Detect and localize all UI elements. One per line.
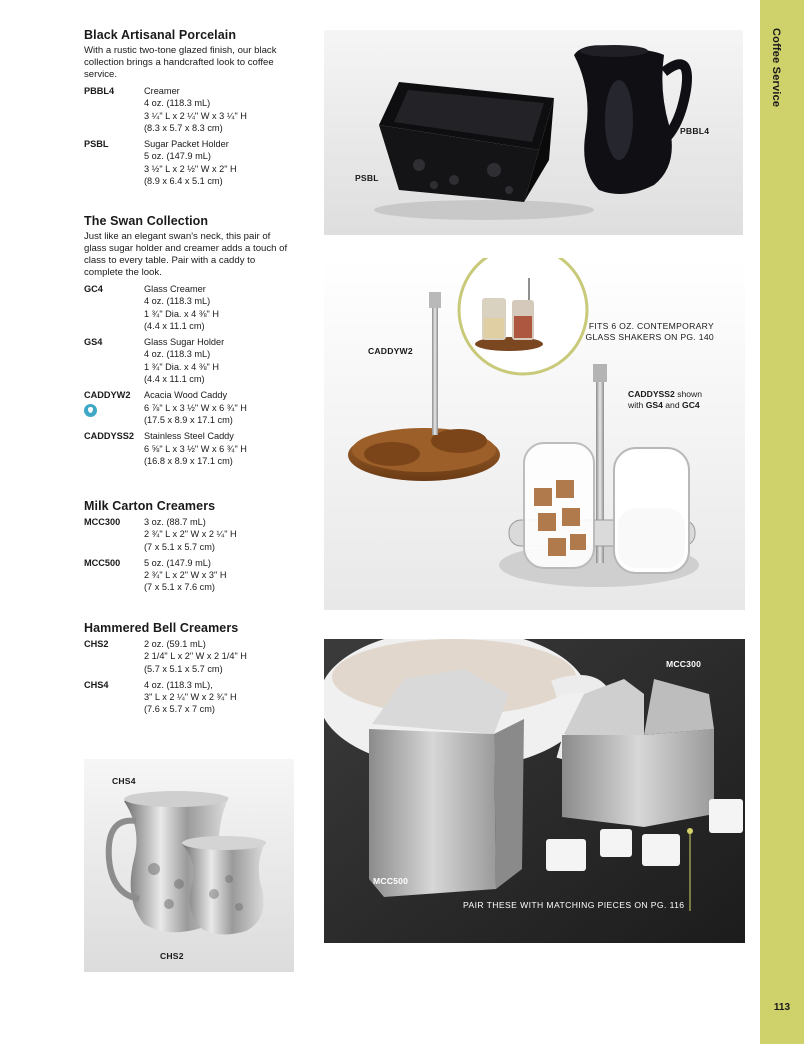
section-heading: Milk Carton Creamers [84, 499, 216, 513]
section-swan-collection [84, 214, 304, 471]
product-item [84, 679, 304, 716]
product-name: Glass Creamer [144, 284, 206, 294]
product-item [84, 283, 304, 332]
photo-label: MCC300 [666, 659, 702, 669]
shakers-note [580, 321, 714, 343]
product-dimensions-cm: (7 x 5.1 x 5.7 cm) [144, 541, 215, 552]
product-dimensions-cm: (4.4 x 11.1 cm) [144, 374, 205, 385]
product-item [84, 85, 304, 134]
caddyss2-note [628, 389, 740, 411]
product-code: CADDYSS2 [84, 431, 135, 442]
photo-label: PSBL [355, 173, 379, 183]
product-dimensions-cm: (17.5 x 8.9 x 17.1 cm) [144, 414, 233, 425]
product-dimensions-in: 3 ½" L x 2 ½" W x 2" H [144, 163, 237, 174]
product-name: Sugar Packet Holder [144, 139, 229, 150]
caddies-illustration [324, 258, 745, 610]
product-dimensions-cm: (8.3 x 5.7 x 8.3 cm) [144, 122, 223, 133]
product-dimensions-in: 1 ¾" Dia. x 4 ⅜" H [144, 361, 219, 372]
note-code: GC4 [682, 400, 700, 410]
product-capacity: 4 oz. (118.3 mL) [144, 349, 211, 360]
section-milk-carton [84, 499, 304, 598]
product-name: Creamer [144, 86, 180, 96]
product-capacity: 4 oz. (118.3 mL) [144, 296, 211, 307]
product-item [84, 557, 304, 594]
product-dimensions-cm: (7 x 5.1 x 7.6 cm) [144, 582, 215, 593]
product-name: Acacia Wood Caddy [144, 390, 228, 401]
note-line: GLASS SHAKERS ON PG. 140 [585, 332, 714, 342]
section-heading: Black Artisanal Porcelain [84, 28, 237, 42]
product-dimensions-in: 6 ⅞" L x 3 ½" W x 6 ¾" H [144, 402, 247, 413]
product-dimensions-cm: (4.4 x 11.1 cm) [144, 320, 205, 331]
pair-note: PAIR THESE WITH MATCHING PIECES ON PG. 116 [463, 900, 685, 910]
section-black-porcelain [84, 28, 304, 191]
section-title: Coffee Service [770, 28, 782, 108]
note-text: with [628, 400, 644, 410]
product-code: CADDYW2 [84, 390, 131, 401]
product-dimensions-cm: (7.6 x 5.7 x 7 cm) [144, 704, 215, 715]
photo-milk-cartons [324, 639, 745, 943]
product-item [84, 430, 304, 467]
product-capacity: 2 oz. (59.1 mL) [144, 639, 206, 649]
note-code: CADDYSS2 [628, 389, 675, 399]
product-dimensions-in: 6 ⅝" L x 3 ½" W x 6 ¾" H [144, 443, 247, 454]
page-number: 113 [773, 1002, 791, 1013]
section-description: With a rustic two-tone glazed finish, our black collection brings a handcrafted look to coffee service. [84, 45, 277, 80]
photo-label: CHS4 [112, 776, 136, 786]
product-capacity: 5 oz. (147.9 mL) [144, 151, 211, 162]
product-dimensions-in: 2 1/4" L x 2" W x 2 1/4" H [144, 651, 247, 662]
product-dimensions-in: 3 ¼" L x 2 ¼" W x 3 ¼" H [144, 110, 247, 121]
product-code: MCC500 [84, 557, 121, 568]
section-tab [760, 0, 804, 1044]
water-drop-icon [84, 404, 97, 417]
product-dimensions-in: 2 ¾" L x 2" W x 3" H [144, 570, 227, 581]
note-line: FITS 6 OZ. CONTEMPORARY [588, 321, 714, 331]
photo-label: PBBL4 [680, 126, 710, 136]
product-code: GC4 [84, 284, 103, 294]
note-text: and [665, 400, 680, 410]
product-item [84, 389, 304, 426]
product-code: PSBL [84, 139, 109, 150]
product-capacity: 3 oz. (88.7 mL) [144, 517, 206, 527]
section-hammered-bell [84, 621, 304, 720]
product-name: Glass Sugar Holder [144, 337, 225, 348]
product-item [84, 336, 304, 385]
product-code: PBBL4 [84, 86, 115, 96]
note-text: shown [677, 389, 703, 399]
note-code: GS4 [645, 400, 663, 410]
product-item [84, 138, 304, 187]
product-dimensions-cm: (16.8 x 8.9 x 17.1 cm) [144, 455, 233, 466]
section-heading: Hammered Bell Creamers [84, 621, 239, 635]
product-dimensions-cm: (5.7 x 5.1 x 5.7 cm) [144, 663, 223, 674]
product-item [84, 638, 304, 675]
product-code: CHS4 [84, 679, 109, 690]
photo-label: MCC500 [373, 876, 409, 886]
milk-carton-illustration [324, 639, 745, 943]
product-capacity: 4 oz. (118.3 mL) [144, 98, 211, 109]
product-capacity: 4 oz. (118.3 mL), [144, 679, 213, 690]
photo-caddies [324, 258, 745, 610]
photo-label: CHS2 [160, 951, 184, 961]
hammered-creamers-illustration [84, 759, 294, 972]
product-item [84, 516, 304, 553]
section-description: Just like an elegant swan's neck, this pair of glass sugar holder and creamer adds a touch of class to every table. Pair with a caddy to complete the look. [84, 231, 288, 278]
photo-hammered-creamers [84, 759, 294, 972]
product-dimensions-in: 3" L x 2 ¼" W x 2 ¾" H [144, 692, 237, 703]
section-heading: The Swan Collection [84, 214, 209, 228]
product-code: CHS2 [84, 639, 109, 649]
product-code: GS4 [84, 337, 103, 348]
product-dimensions-in: 2 ¾" L x 2" W x 2 ¼" H [144, 529, 237, 540]
photo-label: CADDYW2 [368, 346, 413, 356]
product-code: MCC300 [84, 517, 121, 527]
product-dimensions-cm: (8.9 x 6.4 x 5.1 cm) [144, 176, 223, 187]
product-dimensions-in: 1 ¾" Dia. x 4 ⅜" H [144, 308, 219, 319]
product-name: Stainless Steel Caddy [144, 431, 234, 442]
product-capacity: 5 oz. (147.9 mL) [144, 557, 211, 568]
